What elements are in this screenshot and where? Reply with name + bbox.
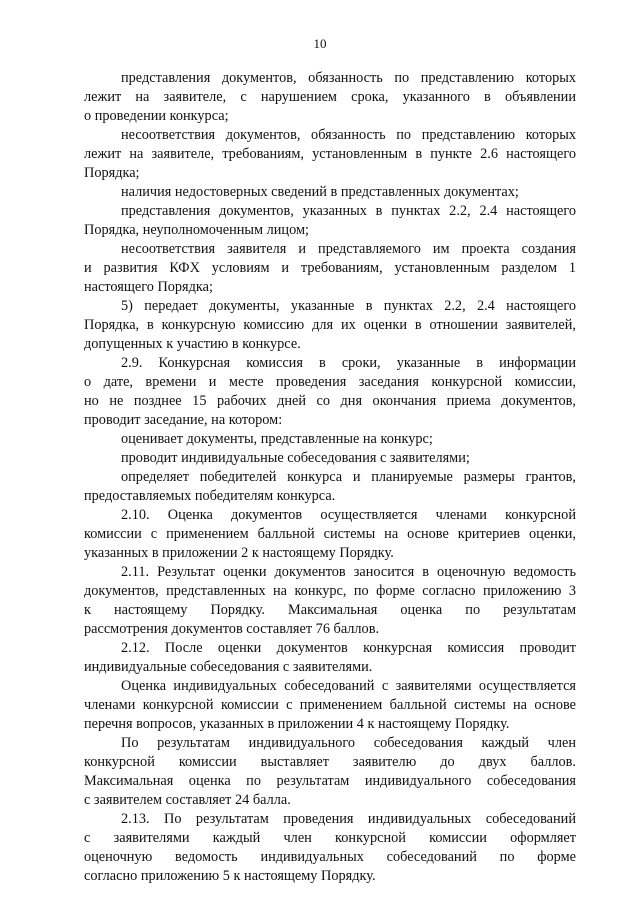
text-line: лежит на заявителе, требованиям, установленным в пункте 2.6 настоящего <box>84 146 576 162</box>
text-line: перечня вопросов, указанных в приложении 4 к настоящему Порядку. <box>84 716 510 732</box>
text-line: о проведении конкурса; <box>84 108 229 124</box>
text-line: настоящего Порядка; <box>84 279 213 295</box>
text-line: лежит на заявителе, с нарушением срока, указанного в объявлении <box>84 89 576 105</box>
text-line: 2.10. Оценка документов осуществляется членами конкурсной <box>121 507 576 523</box>
text-line: 2.13. По результатам проведения индивидуальных собеседований <box>121 811 576 827</box>
text-line: рассмотрения документов составляет 76 баллов. <box>84 621 380 637</box>
text-line: 2.9. Конкурсная комиссия в сроки, указанные в информации <box>121 355 576 371</box>
text-line: Оценка индивидуальных собеседований с заявителями осуществляется <box>121 678 576 694</box>
text-line: несоответствия документов, обязанность по представлению которых <box>121 127 576 143</box>
text-line: Порядка, в конкурсную комиссию для их оценки в отношении заявителей, <box>84 317 576 333</box>
text-line: 5) передает документы, указанные в пунктах 2.2, 2.4 настоящего <box>121 298 576 314</box>
text-line: допущенных к участию в конкурсе. <box>84 336 301 352</box>
text-line: с заявителем составляет 24 балла. <box>84 792 291 808</box>
text-line: документов, представленных на конкурс, по форме согласно приложению 3 <box>84 583 576 599</box>
text-line: определяет победителей конкурса и планируемые размеры грантов, <box>121 469 576 485</box>
text-line: Порядка; <box>84 165 140 181</box>
text-line: несоответствия заявителя и представляемого им проекта создания <box>121 241 576 257</box>
text-line: но не позднее 15 рабочих дней со дня окончания приема документов, <box>84 393 576 409</box>
text-line: и развития КФХ условиям и требованиям, установленным разделом 1 <box>84 260 576 276</box>
text-line: проводит заседание, на котором: <box>84 412 283 428</box>
text-line: Порядка, неуполномоченным лицом; <box>84 222 309 238</box>
text-line: Максимальная оценка по результатам индивидуального собеседования <box>84 773 576 789</box>
text-line: членами конкурсной комиссии с применением балльной системы на основе <box>84 697 576 713</box>
text-line: указанных в приложении 2 к настоящему Порядку. <box>84 545 394 561</box>
text-line: о дате, времени и месте проведения заседания конкурсной комиссии, <box>84 374 576 390</box>
text-line: оценочную ведомость индивидуальных собеседований по форме <box>84 849 576 865</box>
text-line: оценивает документы, представленные на конкурс; <box>121 431 433 447</box>
text-line: проводит индивидуальные собеседования с заявителями; <box>121 450 470 466</box>
text-line: комиссии с применением балльной системы на основе критериев оценки, <box>84 526 576 542</box>
text-line: индивидуальные собеседования с заявителями. <box>84 659 373 675</box>
text-line: 2.12. После оценки документов конкурсная комиссия проводит <box>121 640 576 656</box>
page-number: 10 <box>313 36 327 51</box>
text-line: с заявителями каждый член конкурсной комиссии оформляет <box>84 830 576 846</box>
text-line: 2.11. Результат оценки документов заносится в оценочную ведомость <box>121 564 576 580</box>
text-line: наличия недостоверных сведений в представленных документах; <box>121 184 519 200</box>
text-line: предоставляемых победителям конкурса. <box>84 488 336 504</box>
text-line: представления документов, указанных в пунктах 2.2, 2.4 настоящего <box>121 203 576 219</box>
text-line: согласно приложению 5 к настоящему Порядку. <box>84 868 376 884</box>
text-line: По результатам индивидуального собеседования каждый член <box>121 735 576 751</box>
text-line: представления документов, обязанность по представлению которых <box>121 70 576 86</box>
text-line: конкурсной комиссии выставляет заявителю до двух баллов. <box>84 754 576 770</box>
text-line: к настоящему Порядку. Максимальная оценка по результатам <box>84 602 576 618</box>
